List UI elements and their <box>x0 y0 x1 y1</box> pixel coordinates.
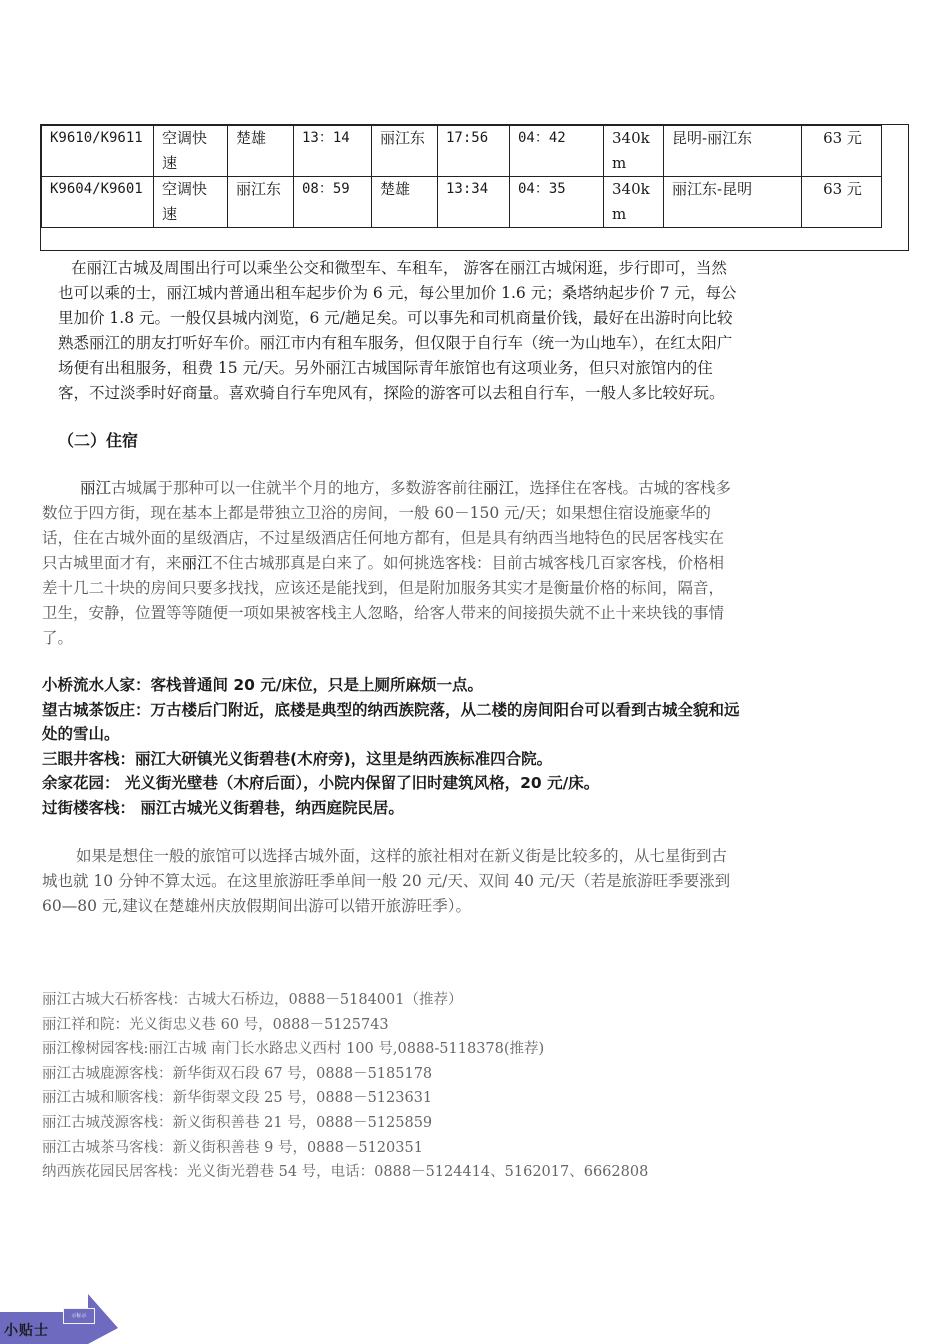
train-number-cell: K9610/K9611 <box>42 126 154 177</box>
duration-cell: 04：42 <box>510 126 604 177</box>
lodging-text: 不住古城那真是白来了。如何挑选客栈：目前古城客栈几百家客栈，价格相差十几二十块的房间只要多找找，应该还是能找到，但是附加服务其实才是衡量价格的标间，隔音，卫生，安静，位置等等随便一项如果被客栈主人忽略，给客人带来的间接损失就不止十来块钱的事情了。 <box>42 554 725 647</box>
departure-time-cell: 13：14 <box>294 126 372 177</box>
list-item: 丽江古城茂源客栈：新义街积善巷 21 号，0888－5125859 <box>42 1114 433 1131</box>
arrow-tag: 示标示 <box>63 1308 95 1324</box>
route-cell: 丽江东-昆明 <box>664 177 802 228</box>
arrival-time-cell: 17:56 <box>438 126 510 177</box>
route-cell: 昆明-丽江东 <box>664 126 802 177</box>
arrival-station-cell: 丽江东 <box>372 126 438 177</box>
lodging-text: 古城属于那种可以一住就半个月的地方，多数游客前往 <box>111 479 484 497</box>
list-item: 丽江古城大石桥客栈：古城大石桥边，0888－5184001（推荐） <box>42 992 463 1008</box>
lodging-paragraph <box>42 476 732 651</box>
recommended-inns-list <box>42 673 742 820</box>
list-item: 丽江祥和院：光义街忠义巷 60 号，0888－5125743 <box>42 1016 389 1033</box>
table-row <box>42 126 882 177</box>
train-type-cell: 空调快速 <box>154 177 228 228</box>
arrow-label: 小贴士 <box>4 1323 49 1339</box>
tips-arrow-banner <box>0 1290 120 1344</box>
lodging-highlight: 丽江 <box>80 479 112 497</box>
departure-station-cell: 楚雄 <box>228 126 294 177</box>
list-item: 望古城茶饭庄：万古楼后门附近，底楼是典型的纳西族院落，从二楼的房间阳台可以看到古城全貌和远处的雪山。 <box>42 700 740 743</box>
table-row <box>42 177 882 228</box>
list-item: 丽江古城和顺客栈：新华街翠文段 25 号，0888－5123631 <box>42 1090 433 1107</box>
list-item: 小桥流水人家：客栈普通间 20 元/床位，只是上厕所麻烦一点。 <box>42 676 484 694</box>
train-number-cell: K9604/K9601 <box>42 177 154 228</box>
list-item: 余家花园： 光义街光壁巷（木府后面），小院内保留了旧时建筑风格，20 元/床。 <box>42 774 600 792</box>
lodging-text: ，选择住在客栈。古城的客栈多数位于四方街，现在基本上都是带独立卫浴的房间，一般 60－150 元/天；如果想住宿设施豪华的话，住在古城外面的星级酒店，不过星级酒店任何地方都有，但是具有纳西当地特色的民居客栈实在只古城里面才有，来 <box>42 479 732 572</box>
inn-contacts-list <box>42 988 742 1185</box>
lodging-highlight: 丽江 <box>181 554 213 572</box>
departure-station-cell: 丽江东 <box>228 177 294 228</box>
distance-cell: 340km <box>604 177 664 228</box>
list-item: 丽江橡树园客栈:丽江古城 南门长水路忠义西村 100 号,0888-5118378(推荐) <box>42 1041 545 1058</box>
departure-time-cell: 08：59 <box>294 177 372 228</box>
train-type-cell: 空调快速 <box>154 126 228 177</box>
transport-paragraph: 在丽江古城及周围出行可以乘坐公交和微型车、车租车， 游客在丽江古城闲逛，步行即可，当然也可以乘的士，丽江城内普通出租车起步价为 6 元，每公里加价 1.6 元；桑塔纳起步价 7 元，每公里加价 1.8 元。一般仅县城内浏览，6 元/趟足矣。可以事先和司机商量价钱，最好在出游时向比较熟悉丽江的朋友打听好车价。丽江市内有租车服务，但仅限于自行车（统一为山地车），在红太阳广场便有出租服务，租费 15 元/天。另外丽江古城国际青年旅馆也有这项业务，但只对旅馆内的住客，不过淡季时好商量。喜欢骑自行车兜风有，探险的游客可以去租自行车，一般人多比较好玩。 <box>58 259 737 402</box>
budget-lodging-paragraph: 如果是想住一般的旅馆可以选择古城外面，这样的旅社相对在新义街是比较多的，从七星街到古城也就 10 分钟不算太远。在这里旅游旺季单间一般 20 元/天、双间 40 元/天（若是旅游旺季要涨到 60—80 元,建议在楚雄州庆放假期间出游可以错开旅游旺季）。 <box>42 847 731 915</box>
section-title-lodging: （二）住宿 <box>58 431 139 450</box>
list-item: 丽江古城茶马客栈：新义街积善巷 9 号，0888－5120351 <box>42 1139 423 1156</box>
list-item: 纳西族花园民居客栈：光义街光碧巷 54 号，电话：0888－5124414、5162017、6662808 <box>42 1164 649 1181</box>
arrival-station-cell: 楚雄 <box>372 177 438 228</box>
arrival-time-cell: 13:34 <box>438 177 510 228</box>
list-item: 过街楼客栈： 丽江古城光义街碧巷，纳西庭院民居。 <box>42 798 404 817</box>
train-schedule-table <box>41 125 882 228</box>
list-item: 三眼井客栈：丽江大研镇光义街碧巷(木府旁)，这里是纳西族标准四合院。 <box>42 749 553 768</box>
price-cell: 63 元 <box>802 126 882 177</box>
list-item: 丽江古城鹿源客栈：新华街双石段 67 号，0888－5185178 <box>42 1065 433 1082</box>
price-cell: 63 元 <box>802 177 882 228</box>
lodging-highlight: 丽江 <box>483 479 515 497</box>
duration-cell: 04：35 <box>510 177 604 228</box>
distance-cell: 340km <box>604 126 664 177</box>
